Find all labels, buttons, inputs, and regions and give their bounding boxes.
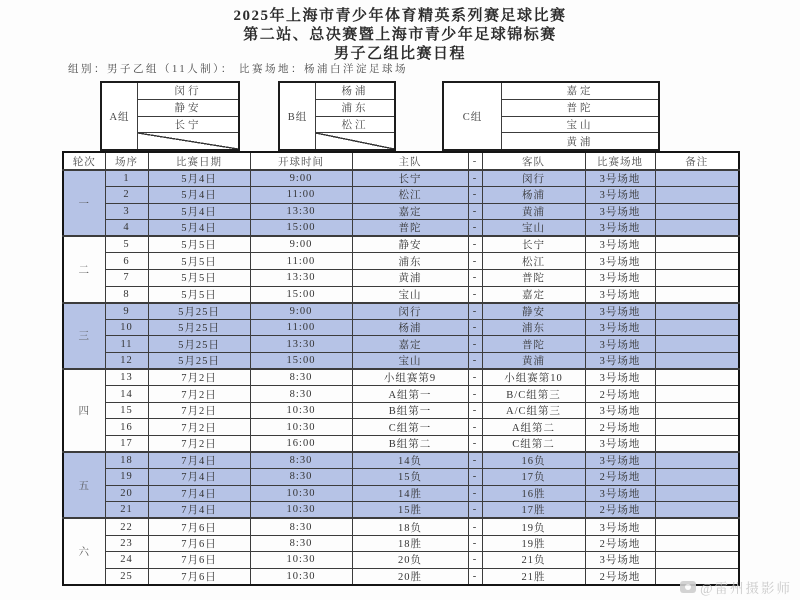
date-cell: 7月4日 (148, 485, 250, 502)
home-team-cell: 嘉定 (352, 203, 468, 220)
time-cell: 15:00 (250, 353, 352, 370)
group-team: 闵行 (138, 83, 238, 100)
venue-cell: 3号场地 (585, 353, 655, 370)
vs-dash-cell: - (468, 552, 482, 569)
home-team-cell: 小组赛第9 (352, 369, 468, 386)
time-cell: 8:30 (250, 452, 352, 469)
match-no-cell: 23 (105, 535, 148, 552)
venue-cell: 3号场地 (585, 187, 655, 204)
group-table-C组 (442, 81, 660, 151)
group-team: 嘉定 (502, 83, 658, 100)
note-cell (655, 319, 739, 336)
away-team-cell: 宝山 (482, 220, 585, 237)
date-cell: 5月5日 (148, 253, 250, 270)
vs-dash-cell: - (468, 369, 482, 386)
venue-cell: 2号场地 (585, 535, 655, 552)
group-table-B组 (278, 81, 396, 151)
time-cell: 8:30 (250, 535, 352, 552)
date-cell: 7月2日 (148, 436, 250, 453)
venue-cell: 3号场地 (585, 253, 655, 270)
home-team-cell: 15胜 (352, 502, 468, 519)
round-label-cell: 四 (63, 369, 105, 452)
venue-cell: 2号场地 (585, 502, 655, 519)
date-cell: 7月2日 (148, 369, 250, 386)
venue-cell: 3号场地 (585, 369, 655, 386)
venue-cell: 3号场地 (585, 552, 655, 569)
date-cell: 5月5日 (148, 270, 250, 287)
time-cell: 16:00 (250, 436, 352, 453)
match-no-cell: 20 (105, 485, 148, 502)
home-team-cell: 杨浦 (352, 319, 468, 336)
home-team-cell: 宝山 (352, 286, 468, 303)
table-row (63, 319, 739, 336)
empty-slot-cell (138, 133, 238, 149)
round-label-cell: 三 (63, 303, 105, 369)
table-row (63, 502, 739, 519)
group-team-list (316, 83, 394, 149)
vs-dash-cell: - (468, 220, 482, 237)
table-row (63, 568, 739, 585)
empty-slot-cell (316, 133, 394, 149)
date-cell: 5月4日 (148, 220, 250, 237)
note-cell (655, 386, 739, 403)
time-cell: 9:00 (250, 170, 352, 187)
home-team-cell: 长宁 (352, 170, 468, 187)
note-cell (655, 469, 739, 486)
match-no-cell: 1 (105, 170, 148, 187)
match-no-cell: 4 (105, 220, 148, 237)
date-cell: 5月25日 (148, 336, 250, 353)
away-team-cell: 松江 (482, 253, 585, 270)
away-team-cell: 黄浦 (482, 203, 585, 220)
time-cell: 13:30 (250, 270, 352, 287)
away-team-cell: 21胜 (482, 568, 585, 585)
away-team-cell: A/C组第三 (482, 402, 585, 419)
note-cell (655, 220, 739, 237)
match-no-cell: 6 (105, 253, 148, 270)
match-no-cell: 5 (105, 236, 148, 253)
match-no-cell: 16 (105, 419, 148, 436)
match-no-cell: 14 (105, 386, 148, 403)
group-team: 普陀 (502, 100, 658, 117)
date-cell: 7月4日 (148, 469, 250, 486)
date-cell: 5月25日 (148, 353, 250, 370)
note-cell (655, 485, 739, 502)
vs-dash-cell: - (468, 469, 482, 486)
note-cell (655, 552, 739, 569)
column-header: - (468, 152, 482, 170)
date-cell: 5月4日 (148, 203, 250, 220)
group-team-list (138, 83, 238, 149)
match-no-cell: 18 (105, 452, 148, 469)
home-team-cell: 松江 (352, 187, 468, 204)
table-row (63, 270, 739, 287)
venue-cell: 2号场地 (585, 419, 655, 436)
time-cell: 8:30 (250, 469, 352, 486)
group-team: 长宁 (138, 117, 238, 134)
match-no-cell: 11 (105, 336, 148, 353)
venue-cell: 2号场地 (585, 469, 655, 486)
home-team-cell: 普陀 (352, 220, 468, 237)
venue-cell: 3号场地 (585, 319, 655, 336)
match-no-cell: 2 (105, 187, 148, 204)
away-team-cell: 杨浦 (482, 187, 585, 204)
vs-dash-cell: - (468, 303, 482, 320)
home-team-cell: 20胜 (352, 568, 468, 585)
group-label: B组 (280, 83, 316, 149)
time-cell: 9:00 (250, 303, 352, 320)
table-row (63, 518, 739, 535)
match-no-cell: 3 (105, 203, 148, 220)
away-team-cell: 普陀 (482, 336, 585, 353)
table-row (63, 170, 739, 187)
table-row (63, 419, 739, 436)
vs-dash-cell: - (468, 436, 482, 453)
venue-cell: 3号场地 (585, 220, 655, 237)
table-row (63, 369, 739, 386)
note-cell (655, 436, 739, 453)
group-team: 杨浦 (316, 83, 394, 100)
away-team-cell: 浦东 (482, 319, 585, 336)
round-label-cell: 二 (63, 236, 105, 302)
column-header: 主队 (352, 152, 468, 170)
time-cell: 10:30 (250, 485, 352, 502)
venue-cell: 2号场地 (585, 568, 655, 585)
vs-dash-cell: - (468, 170, 482, 187)
vs-dash-cell: - (468, 386, 482, 403)
away-team-cell: A组第二 (482, 419, 585, 436)
vs-dash-cell: - (468, 485, 482, 502)
title-line-2: 第二站、总决赛暨上海市青少年足球锦标赛 (243, 27, 557, 43)
group-team: 松江 (316, 117, 394, 134)
match-no-cell: 21 (105, 502, 148, 519)
vs-dash-cell: - (468, 203, 482, 220)
home-team-cell: 18胜 (352, 535, 468, 552)
match-no-cell: 25 (105, 568, 148, 585)
vs-dash-cell: - (468, 319, 482, 336)
time-cell: 11:00 (250, 187, 352, 204)
home-team-cell: 黄浦 (352, 270, 468, 287)
note-cell (655, 369, 739, 386)
home-team-cell: 闵行 (352, 303, 468, 320)
group-team: 静安 (138, 100, 238, 117)
date-cell: 7月6日 (148, 568, 250, 585)
date-cell: 7月6日 (148, 535, 250, 552)
date-cell: 7月4日 (148, 452, 250, 469)
match-no-cell: 9 (105, 303, 148, 320)
match-no-cell: 17 (105, 436, 148, 453)
venue-cell: 3号场地 (585, 170, 655, 187)
match-no-cell: 8 (105, 286, 148, 303)
column-header: 比赛日期 (148, 152, 250, 170)
time-cell: 11:00 (250, 319, 352, 336)
vs-dash-cell: - (468, 535, 482, 552)
date-cell: 7月6日 (148, 518, 250, 535)
away-team-cell: C组第二 (482, 436, 585, 453)
date-cell: 7月4日 (148, 502, 250, 519)
away-team-cell: 黄浦 (482, 353, 585, 370)
table-row (63, 469, 739, 486)
schedule-header-row (63, 152, 739, 170)
watermark-text: @雷州摄影师 (700, 581, 792, 596)
vs-dash-cell: - (468, 518, 482, 535)
home-team-cell: 嘉定 (352, 336, 468, 353)
date-cell: 7月2日 (148, 402, 250, 419)
home-team-cell: C组第一 (352, 419, 468, 436)
venue-cell: 3号场地 (585, 452, 655, 469)
away-team-cell: 16负 (482, 452, 585, 469)
venue-cell: 3号场地 (585, 270, 655, 287)
table-row (63, 236, 739, 253)
time-cell: 10:30 (250, 402, 352, 419)
vs-dash-cell: - (468, 336, 482, 353)
away-team-cell: B/C组第三 (482, 386, 585, 403)
time-cell: 13:30 (250, 336, 352, 353)
round-label-cell: 一 (63, 170, 105, 236)
table-row (63, 485, 739, 502)
away-team-cell: 19胜 (482, 535, 585, 552)
home-team-cell: 静安 (352, 236, 468, 253)
time-cell: 13:30 (250, 203, 352, 220)
vs-dash-cell: - (468, 452, 482, 469)
match-no-cell: 19 (105, 469, 148, 486)
away-team-cell: 19负 (482, 518, 585, 535)
table-row (63, 452, 739, 469)
group-team: 黄浦 (566, 136, 594, 148)
match-no-cell: 15 (105, 402, 148, 419)
venue-cell: 3号场地 (585, 485, 655, 502)
note-cell (655, 502, 739, 519)
home-team-cell: 15负 (352, 469, 468, 486)
table-row (63, 187, 739, 204)
schedule-body (63, 170, 739, 585)
schedule-table (62, 151, 740, 586)
time-cell: 8:30 (250, 518, 352, 535)
vs-dash-cell: - (468, 568, 482, 585)
note-cell (655, 452, 739, 469)
home-team-cell: 20负 (352, 552, 468, 569)
date-cell: 5月4日 (148, 187, 250, 204)
date-cell: 5月5日 (148, 236, 250, 253)
match-no-cell: 12 (105, 353, 148, 370)
match-no-cell: 22 (105, 518, 148, 535)
time-cell: 15:00 (250, 220, 352, 237)
column-header: 备注 (655, 152, 739, 170)
vs-dash-cell: - (468, 502, 482, 519)
vs-dash-cell: - (468, 187, 482, 204)
home-team-cell: 18负 (352, 518, 468, 535)
home-team-cell: B组第二 (352, 436, 468, 453)
away-team-cell: 16胜 (482, 485, 585, 502)
note-cell (655, 270, 739, 287)
away-team-cell: 21负 (482, 552, 585, 569)
time-cell: 9:00 (250, 236, 352, 253)
table-row (63, 535, 739, 552)
note-cell (655, 336, 739, 353)
away-team-cell: 长宁 (482, 236, 585, 253)
venue-cell: 3号场地 (585, 236, 655, 253)
note-cell (655, 568, 739, 585)
venue-cell: 3号场地 (585, 402, 655, 419)
table-row (63, 386, 739, 403)
venue-cell: 3号场地 (585, 336, 655, 353)
home-team-cell: 14胜 (352, 485, 468, 502)
group-team: 浦东 (316, 100, 394, 117)
note-cell (655, 402, 739, 419)
date-cell: 5月25日 (148, 319, 250, 336)
table-row (63, 353, 739, 370)
date-cell: 5月4日 (148, 170, 250, 187)
note-cell (655, 419, 739, 436)
title-block (0, 7, 800, 64)
note-cell (655, 303, 739, 320)
table-row (63, 402, 739, 419)
match-no-cell: 24 (105, 552, 148, 569)
table-row (63, 436, 739, 453)
note-cell (655, 236, 739, 253)
round-label-cell: 六 (63, 518, 105, 584)
time-cell: 11:00 (250, 253, 352, 270)
note-cell (655, 286, 739, 303)
group-info-line: 组别：男子乙组（11人制）： 比赛场地：杨浦白洋淀足球场 (68, 64, 408, 75)
time-cell: 10:30 (250, 568, 352, 585)
column-header: 轮次 (63, 152, 105, 170)
table-row (63, 303, 739, 320)
away-team-cell: 嘉定 (482, 286, 585, 303)
date-cell: 5月5日 (148, 286, 250, 303)
column-header: 开球时间 (250, 152, 352, 170)
vs-dash-cell: - (468, 236, 482, 253)
note-cell (655, 187, 739, 204)
note-cell (655, 203, 739, 220)
venue-cell: 2号场地 (585, 386, 655, 403)
column-header: 客队 (482, 152, 585, 170)
time-cell: 8:30 (250, 386, 352, 403)
time-cell: 10:30 (250, 419, 352, 436)
home-team-cell: A组第一 (352, 386, 468, 403)
table-row (63, 336, 739, 353)
date-cell: 5月25日 (148, 303, 250, 320)
time-cell: 10:30 (250, 502, 352, 519)
away-team-cell: 17负 (482, 469, 585, 486)
note-cell (655, 253, 739, 270)
group-team-list (502, 83, 658, 149)
table-row (63, 286, 739, 303)
venue-cell: 3号场地 (585, 303, 655, 320)
group-table-A组 (100, 81, 240, 151)
table-row (63, 253, 739, 270)
vs-dash-cell: - (468, 402, 482, 419)
away-team-cell: 小组赛第10 (482, 369, 585, 386)
column-header: 场序 (105, 152, 148, 170)
table-row (63, 552, 739, 569)
note-cell (655, 353, 739, 370)
date-cell: 7月6日 (148, 552, 250, 569)
vs-dash-cell: - (468, 419, 482, 436)
home-team-cell: B组第一 (352, 402, 468, 419)
group-label: A组 (102, 83, 138, 149)
note-cell (655, 535, 739, 552)
away-team-cell: 闵行 (482, 170, 585, 187)
date-cell: 7月2日 (148, 386, 250, 403)
home-team-cell: 宝山 (352, 353, 468, 370)
table-row (63, 220, 739, 237)
vs-dash-cell: - (468, 286, 482, 303)
match-no-cell: 13 (105, 369, 148, 386)
title-line-3: 男子乙组比赛日程 (333, 46, 466, 62)
table-row (63, 203, 739, 220)
title-line-1: 2025年上海市青少年体育精英系列赛足球比赛 (233, 8, 567, 24)
away-team-cell: 17胜 (482, 502, 585, 519)
home-team-cell: 浦东 (352, 253, 468, 270)
venue-cell: 3号场地 (585, 436, 655, 453)
schedule-header-row (63, 152, 739, 170)
vs-dash-cell: - (468, 353, 482, 370)
venue-cell: 3号场地 (585, 286, 655, 303)
note-cell (655, 170, 739, 187)
date-cell: 7月2日 (148, 419, 250, 436)
column-header: 比赛场地 (585, 152, 655, 170)
match-no-cell: 7 (105, 270, 148, 287)
round-label-cell: 五 (63, 452, 105, 518)
away-team-cell: 静安 (482, 303, 585, 320)
group-label: C组 (444, 83, 502, 149)
vs-dash-cell: - (468, 270, 482, 287)
away-team-cell: 普陀 (482, 270, 585, 287)
home-team-cell: 14负 (352, 452, 468, 469)
venue-cell: 3号场地 (585, 518, 655, 535)
time-cell: 10:30 (250, 552, 352, 569)
vs-dash-cell: - (468, 253, 482, 270)
group-team: 宝山 (502, 117, 658, 134)
venue-cell: 3号场地 (585, 203, 655, 220)
time-cell: 8:30 (250, 369, 352, 386)
time-cell: 15:00 (250, 286, 352, 303)
match-no-cell: 10 (105, 319, 148, 336)
note-cell (655, 518, 739, 535)
